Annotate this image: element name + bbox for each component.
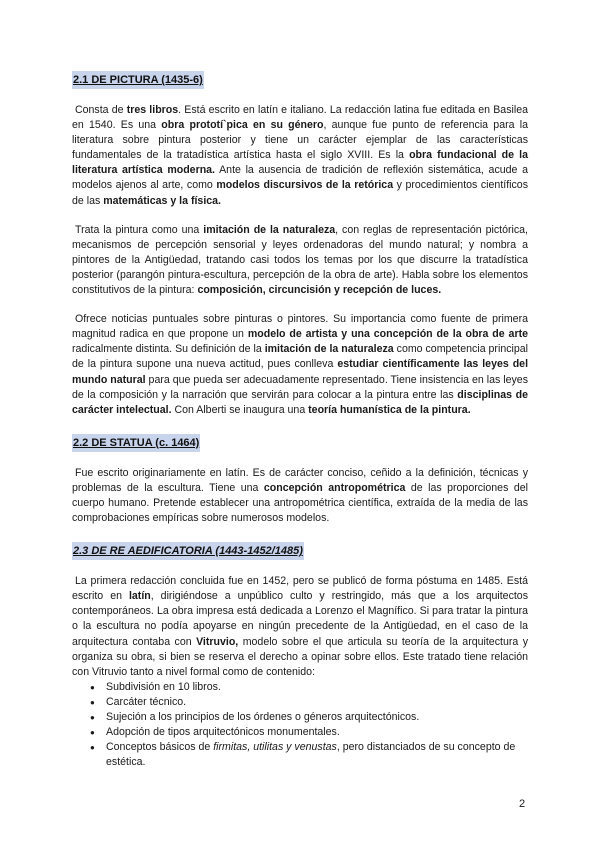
text-run: como competencia principal de la pintura supone una nueva actitud, pues conlleva <box>72 343 528 371</box>
emphasis-text: imitación de la naturaleza <box>264 343 394 356</box>
list-item <box>106 695 528 710</box>
text-run: Ante la ausencia de tradición de reflexión sistemática, acude a modelos ajenos al arte, como <box>72 164 528 192</box>
emphasis-text: obra fundacional de la literatura artística moderna. <box>72 149 528 177</box>
text-run: y procedimientos científicos de las <box>72 179 528 207</box>
paragraph <box>72 466 528 526</box>
text-run: . Está escrito en latín e italiano. La redacción latina fue editada en Basilea en 1540. Es una <box>72 104 528 132</box>
text-run: , pero distanciados de su concepto de estética. <box>106 741 516 769</box>
emphasis-text: estudiar científicamente las leyes del mundo natural <box>72 358 529 386</box>
list-item <box>106 680 528 695</box>
paragraph <box>72 574 528 680</box>
emphasis-text: composición, circuncisión y recepción de luces. <box>197 284 442 297</box>
text-run: radicalmente distinta. Su definición de la <box>72 343 265 356</box>
section-heading: 2.2 DE STATUA (c. 1464) <box>72 434 200 452</box>
emphasis-text: modelos discursivos de la retórica <box>216 179 394 192</box>
text-run: Consta de <box>75 104 127 116</box>
emphasis-text: obra prototí`pica en su género <box>161 119 324 132</box>
text-run: para que pueda ser adecuadamente representado. Tiene insistencia en las leyes de la composición y la narración que servirán para colocar a la pintura entre las <box>72 373 528 401</box>
list-item <box>106 710 528 725</box>
section-heading: 2.1 DE PICTURA (1435-6) <box>72 71 204 89</box>
text-run: , aunque fue punto de referencia para la literatura sobre pintura posterior y tiene un carácter ejemplar de las características fundamentales de la tratadística artística hasta el siglo XVIII. Es la <box>72 119 528 162</box>
emphasis-text: Vitruvio, <box>196 635 239 648</box>
emphasis-text: imitación de la naturaleza <box>203 223 336 236</box>
italic-text: firmitas, utilitas y venustas <box>213 741 337 754</box>
text-run: Subdivisión en 10 libros. <box>106 680 221 693</box>
list-item <box>106 725 528 740</box>
text-run: de las proporciones del cuerpo humano. Pretende establecer una antropométrica científica, extraída de la media de las comprobaciones empíricas sobre numerosos modelos. <box>72 481 528 525</box>
text-run: Ofrece noticias puntuales sobre pinturas o pintores. Su importancia como fuente de primera magnitud radica en que propone un <box>72 313 528 341</box>
paragraph <box>72 223 528 298</box>
text-run: Sujeción a los principios de los órdenes o géneros arquitectónicos. <box>106 711 420 723</box>
text-run: Carcáter técnico. <box>106 695 187 708</box>
emphasis-text: teoría humanística de la pintura. <box>308 403 471 416</box>
paragraph <box>72 103 528 209</box>
text-run: Fue escrito originariamente en latín. Es de carácter conciso, ceñido a la definición, técnicas y problemas de la escultura. Tiene una <box>72 466 528 494</box>
page-number: 2 <box>519 798 526 810</box>
text-run: La primera redacción concluida fue en 1452, pero se publicó de forma póstuma en 1485. Está escrito en <box>72 575 528 603</box>
page-content <box>72 70 528 770</box>
bullet-list <box>72 680 528 771</box>
text-run: Con Alberti se inaugura una <box>171 403 309 416</box>
emphasis-text: disciplinas de carácter intelectual. <box>72 388 528 416</box>
section-de-pictura <box>72 70 528 418</box>
text-run: modelo sobre el que articula su teoría de la arquitectura y organiza su obra, si bien se reserva el derecho a opinar sobre ellos. Este tratado tiene relación con Vitruvio tanto a nivel formal como de contenido: <box>72 635 528 678</box>
text-run: Conceptos básicos de <box>106 741 214 754</box>
section-heading: 2.3 DE RE AEDIFICATORIA (1443-1452/1485) <box>72 542 304 560</box>
text-run: Trata la pintura como una <box>75 223 204 236</box>
text-run: Adopción de tipos arquitectónicos monumentales. <box>106 726 340 739</box>
emphasis-text: tres libros <box>126 104 179 116</box>
list-item <box>106 740 528 770</box>
emphasis-text: matemáticas y la física. <box>103 194 221 207</box>
paragraph <box>72 312 528 418</box>
text-run: , con reglas de representación pictórica, mecanismos de percepción sensorial y leyes ordenadoras del mundo natural; y nombra a pintores de la Antigüedad, tratando casi todos los temas por los que discurre la tratadística posterior (parangón pintura-escultura, percepción de la obra de arte). Habla sobre los elementos constitutivos de la pintura: <box>72 223 528 297</box>
text-run: , dirigiéndose a unpúblico culto y restringido, más que a los arquitectos contemporáneos. La obra impresa está dedicada a Lorenzo el Magnífico. Si para tratar la pintura o la escultura no podía apoyarse en ningún precedente de la Antigüedad, en el caso de la arquitectura contaba con <box>72 590 528 648</box>
section-de-re-aedificatoria <box>72 541 528 770</box>
emphasis-text: latín <box>128 590 151 603</box>
section-de-statua <box>72 433 528 526</box>
emphasis-text: concepción antropométrica <box>263 481 406 494</box>
emphasis-text: modelo de artista y una concepción de la obra de arte <box>247 328 528 341</box>
